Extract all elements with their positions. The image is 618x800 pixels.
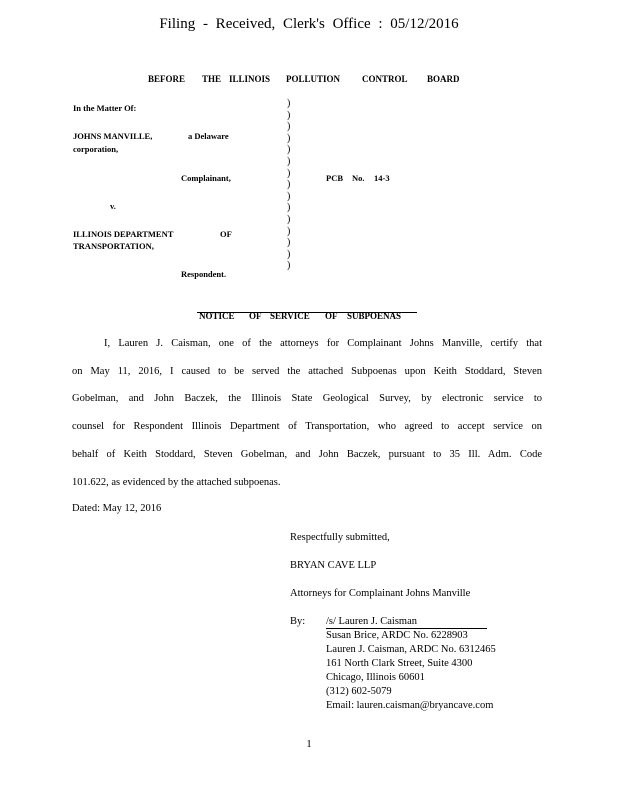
address-line: 161 North Clark Street, Suite 4300 <box>326 658 473 669</box>
signature-line: /s/ Lauren J. Caisman <box>326 616 487 629</box>
notice-word: NOTICE <box>199 311 235 321</box>
body-line: behalf of Keith Stoddard, Steven Gobelman, and John Baczek, pursuant to 35 Ill. Adm. Code <box>72 449 542 460</box>
respondent-name-2: TRANSPORTATION, <box>73 241 154 251</box>
respectfully-submitted: Respectfully submitted, <box>290 532 390 543</box>
board-word: THE <box>202 74 222 84</box>
address-line: Chicago, Illinois 60601 <box>326 672 425 683</box>
email-line: Email: lauren.caisman@bryancave.com <box>326 700 494 711</box>
filing-stamp: Filing - Received, Clerk's Office : 05/12/2016 <box>159 16 459 32</box>
board-word: CONTROL <box>362 74 408 84</box>
pcb-number: 14-3 <box>374 173 390 183</box>
notice-word: SERVICE <box>270 311 310 321</box>
corporation-label: corporation, <box>73 144 119 154</box>
board-word: BEFORE <box>148 74 186 84</box>
address-line: (312) 602-5079 <box>326 686 392 697</box>
notice-title <box>197 311 417 321</box>
versus: v. <box>110 201 116 211</box>
pcb-no: No. <box>352 173 365 183</box>
body-line: 101.622, as evidenced by the attached subpoenas. <box>72 477 281 488</box>
body-line: counsel for Respondent Illinois Department of Transportation, who agreed to accept service on <box>72 421 542 432</box>
board-word: BOARD <box>427 74 460 84</box>
notice-word: OF <box>325 311 338 321</box>
address-line: Susan Brice, ARDC No. 6228903 <box>326 630 468 641</box>
respondent-name: ILLINOIS DEPARTMENT <box>73 229 174 239</box>
page-number: 1 <box>306 738 312 750</box>
notice-word: SUBPOENAS <box>347 311 402 321</box>
complainant-name: JOHNS MANVILLE, <box>73 131 153 141</box>
in-the-matter: In the Matter Of: <box>73 103 137 113</box>
address-line: Lauren J. Caisman, ARDC No. 6312465 <box>326 644 496 655</box>
notice-word: OF <box>249 311 262 321</box>
body-line: I, Lauren J. Caisman, one of the attorneys for Complainant Johns Manville, certify that <box>104 338 542 349</box>
pcb-label: PCB <box>326 173 343 183</box>
firm-name: BRYAN CAVE LLP <box>290 560 377 571</box>
dated-line: Dated: May 12, 2016 <box>72 503 162 514</box>
body-line: Gobelman, and John Baczek, the Illinois State Geological Survey, by electronic service to <box>72 393 542 404</box>
complainant-description: a Delaware <box>188 131 229 141</box>
attorneys-for: Attorneys for Complainant Johns Manville <box>290 588 471 599</box>
board-word: ILLINOIS <box>229 74 271 84</box>
respondent-role: Respondent. <box>181 269 227 279</box>
by-label: By: <box>290 616 306 627</box>
respondent-of: OF <box>220 229 232 239</box>
board-word: POLLUTION <box>286 74 341 84</box>
body-line: on May 11, 2016, I caused to be served the attached Subpoenas upon Keith Stoddard, Steven <box>72 366 542 377</box>
caption-parentheses: ) ) ) ) ) ) ) ) ) ) ) ) ) ) ) <box>287 98 291 272</box>
complainant-role: Complainant, <box>181 173 231 183</box>
